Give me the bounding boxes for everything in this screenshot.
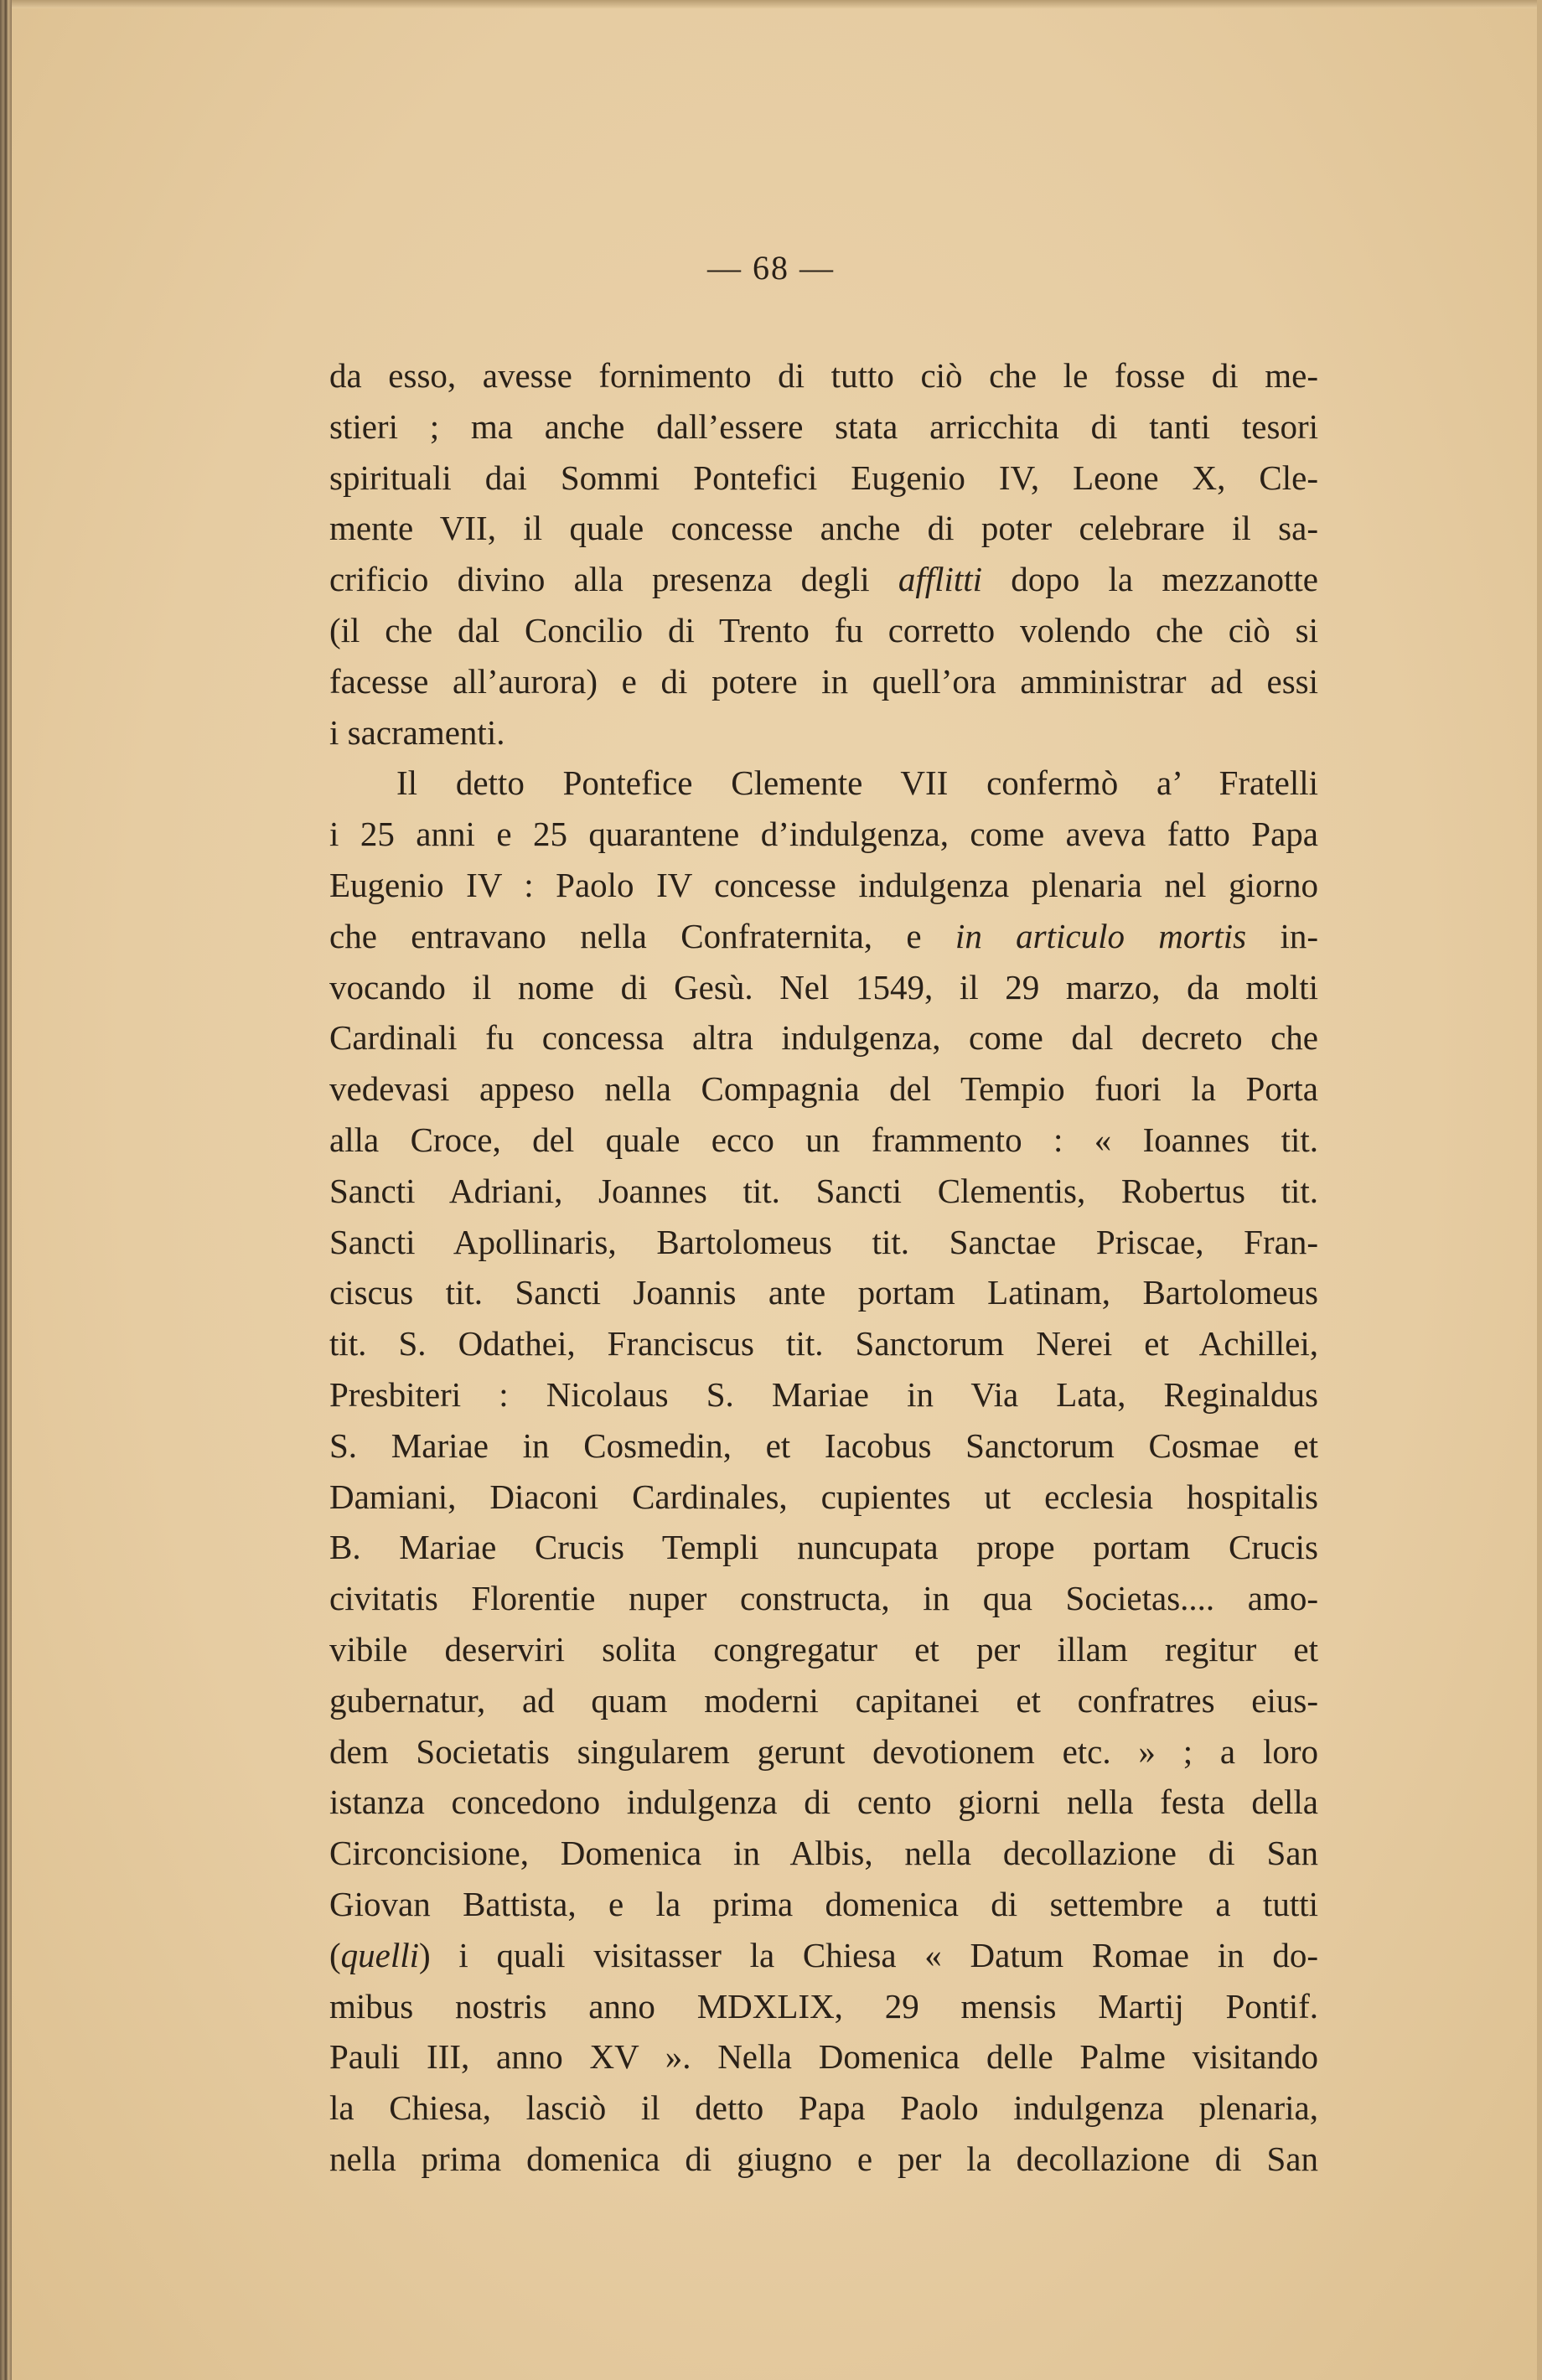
- text-line: [329, 2031, 1318, 2082]
- text-segment: stieri ; ma anche dall’essere stata arricchita di tanti tesori: [329, 406, 1318, 446]
- text-segment: (il che dal Concilio di Trento fu corretto volendo che ciò si: [329, 610, 1318, 649]
- text-line: [329, 401, 1318, 453]
- text-line: [329, 1267, 1318, 1318]
- text-segment: vocando il nome di Gesù. Nel 1549, il 29 marzo, da molti: [329, 967, 1318, 1006]
- text-segment: ) i quali visitasser la Chiesa « Datum Romae in do-: [419, 1935, 1318, 1974]
- text-segment: istanza concedono indulgenza di cento giorni nella festa della: [329, 1782, 1318, 1822]
- text-line: [329, 1063, 1318, 1115]
- text-line: [329, 1675, 1318, 1726]
- text-segment: vibile deserviri solita congregatur et per illam regitur et: [329, 1629, 1318, 1669]
- text-line: [329, 1318, 1318, 1369]
- text-segment: la Chiesa, lasciò il detto Papa Paolo indulgenza plenaria,: [329, 2088, 1318, 2128]
- text-segment: spirituali dai Sommi Pontefici Eugenio IV, Leone X, Cle-: [329, 458, 1318, 497]
- page-top-edge: [12, 0, 1542, 8]
- text-line: [329, 1472, 1318, 1523]
- text-line: [329, 350, 1318, 401]
- text-segment: dopo la mezzanotte: [982, 560, 1318, 599]
- text-segment: Sancti Apollinaris, Bartolomeus tit. Sanctae Priscae, Fran-: [329, 1222, 1318, 1261]
- text-line: [329, 707, 1318, 758]
- text-line: [329, 453, 1318, 504]
- text-segment: B. Mariae Crucis Templi nuncupata prope portam Crucis: [329, 1528, 1318, 1567]
- text-line: [329, 1777, 1318, 1828]
- italic-text: quelli: [340, 1935, 420, 1974]
- text-segment: ciscus tit. Sancti Joannis ante portam Latinam, Bartolomeus: [329, 1273, 1318, 1312]
- text-line: [329, 758, 1318, 809]
- text-segment: Giovan Battista, e la prima domenica di settembre a tutti: [329, 1884, 1318, 1923]
- text-segment: in-: [1246, 916, 1319, 955]
- text-line: [329, 1981, 1318, 2032]
- text-segment: i sacramenti.: [329, 712, 505, 752]
- text-segment: i 25 anni e 25 quarantene d’indulgenza, come aveva fatto Papa: [329, 815, 1318, 854]
- page-right-edge: [1537, 0, 1542, 2380]
- page-binding-edge: [0, 0, 12, 2380]
- text-line: [329, 554, 1318, 605]
- text-line: [329, 809, 1318, 860]
- text-line: [329, 1573, 1318, 1624]
- text-line: [329, 860, 1318, 911]
- text-segment: Circoncisione, Domenica in Albis, nella decollazione di San: [329, 1834, 1318, 1873]
- text-segment: vedevasi appeso nella Compagnia del Tempio fuori la Porta: [329, 1069, 1318, 1109]
- text-line: [329, 1726, 1318, 1777]
- body-text: [329, 350, 1318, 2185]
- text-segment: Sancti Adriani, Joannes tit. Sancti Clementis, Robertus tit.: [329, 1171, 1318, 1210]
- text-segment: S. Mariae in Cosmedin, et Iacobus Sanctorum Cosmae et: [329, 1425, 1318, 1465]
- text-segment: che entravano nella Confraternita, e: [329, 916, 955, 955]
- text-line: [329, 1012, 1318, 1063]
- text-line: [329, 1217, 1318, 1268]
- text-segment: da esso, avesse fornimento di tutto ciò che le fosse di me-: [329, 356, 1318, 395]
- text-segment: facesse all’aurora) e di potere in quell’ora amministrar ad essi: [329, 661, 1318, 701]
- text-segment: civitatis Florentie nuper constructa, in qua Societas.... amo-: [329, 1579, 1318, 1618]
- text-line: [329, 911, 1318, 962]
- text-line: [329, 1828, 1318, 1879]
- text-line: [329, 1522, 1318, 1573]
- text-segment: Il detto Pontefice Clemente VII confermò a’ Fratelli: [396, 763, 1318, 803]
- text-segment: Cardinali fu concessa altra indulgenza, come dal decreto che: [329, 1018, 1318, 1058]
- text-segment: mibus nostris anno MDXLIX, 29 mensis Martij Pontif.: [329, 1986, 1318, 2026]
- text-segment: crificio divino alla presenza degli: [329, 560, 898, 599]
- text-segment: Pauli III, anno XV ». Nella Domenica delle Palme visitando: [329, 2037, 1318, 2077]
- text-segment: Eugenio IV : Paolo IV concesse indulgenza plenaria nel giorno: [329, 865, 1318, 904]
- text-segment: dem Societatis singularem gerunt devotionem etc. » ; a loro: [329, 1731, 1318, 1771]
- text-line: [329, 1369, 1318, 1420]
- text-segment: Damiani, Diaconi Cardinales, cupientes ut ecclesia hospitalis: [329, 1477, 1318, 1516]
- text-line: [329, 2134, 1318, 2185]
- text-line: [329, 1930, 1318, 1981]
- text-segment: (: [329, 1935, 341, 1974]
- text-segment: tit. S. Odathei, Franciscus tit. Sanctorum Nerei et Achillei,: [329, 1324, 1318, 1363]
- text-line: [329, 1420, 1318, 1472]
- text-line: [329, 962, 1318, 1013]
- text-line: [329, 1879, 1318, 1930]
- text-line: [329, 605, 1318, 656]
- text-segment: alla Croce, del quale ecco un frammento : « Ioannes tit.: [329, 1120, 1318, 1159]
- text-line: [329, 1624, 1318, 1675]
- text-segment: gubernatur, ad quam moderni capitanei et confratres eius-: [329, 1680, 1318, 1720]
- text-line: [329, 1115, 1318, 1166]
- italic-text: afflitti: [898, 560, 983, 599]
- text-segment: nella prima domenica di giugno e per la decollazione di San: [329, 2139, 1318, 2178]
- text-line: [329, 503, 1318, 554]
- text-line: [329, 656, 1318, 707]
- text-segment: Presbiteri : Nicolaus S. Mariae in Via Lata, Reginaldus: [329, 1374, 1318, 1414]
- page-number: — 68 —: [707, 249, 835, 287]
- text-line: [329, 1166, 1318, 1217]
- text-line: [329, 2082, 1318, 2134]
- italic-text: in articulo mortis: [955, 916, 1247, 955]
- text-segment: mente VII, il quale concesse anche di poter celebrare il sa-: [329, 509, 1318, 548]
